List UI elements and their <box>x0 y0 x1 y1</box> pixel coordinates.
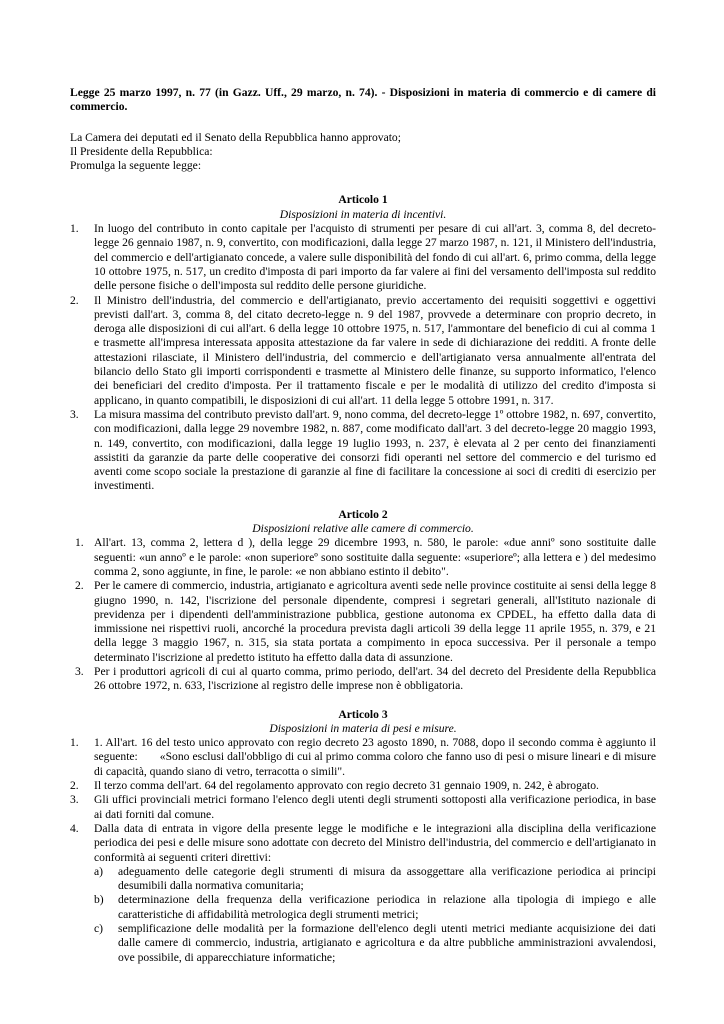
preamble-line: La Camera dei deputati ed il Senato della Repubblica hanno approvato; <box>70 130 401 144</box>
article-subtitle: Disposizioni relative alle camere di commercio. <box>252 522 474 536</box>
criteria-item <box>94 893 656 922</box>
paragraph-text: 1. All'art. 16 del testo unico approvato con regio decreto 23 agosto 1890, n. 7088, dopo il secondo comma è aggiunto il seguente: <box>94 736 656 764</box>
paragraph-number: 2. <box>70 293 79 307</box>
article-3 <box>70 708 656 965</box>
article-heading: Articolo 3 <box>338 707 388 721</box>
paragraph-text: In luogo del contributo in conto capitale per l'acquisto di strumenti per pesare di cui all'art. 3, comma 8, del decreto-legge 26 gennaio 1987, n. 9, convertito, con modificazioni, dalla legge 27 marzo 1987, n. 121, il Ministero dell'industria, del commercio e dell'artigianato concede, a valere sulle disponibilità del fondo di cui all'art. 6, primo comma, della legge 10 ottobre 1975, n. 517, un credito d'imposta di pari importo da far valere ai fini del versamento dell'imposta sul reddito delle persone fisiche o dell'imposta sul reddito delle persone giuridiche. <box>94 222 656 293</box>
paragraph-text: Il terzo comma dell'art. 64 del regolamento approvato con regio decreto 31 gennaio 1909, n. 242, è abrogato. <box>94 779 599 793</box>
paragraph-text: Il Ministro dell'industria, del commercio e dell'artigianato, previo accertamento dei requisiti soggettivi e oggettivi previsti dall'art. 3, comma 8, del citato decreto-legge n. 9 del 1987, provvede a determinare con proprio decreto, in deroga alle disposizioni di cui all'art. 6 della legge 10 ottobre 1975, n. 517, l'ammontare del beneficio di cui al comma 1 e trasmette all'impresa interessata apposita attestazione da far valere in sede di dichiarazione dei redditi. A fronte delle attestazioni rilasciate, il Ministero dell'industria, del commercio e dell'artigianato versa annualmente all'entrata del bilancio dello Stato gli importi corrispondenti e trasmette al Ministero delle finanze, su supporto informatico, l'elenco dei beneficiari del credito d'imposta. Per il trattamento fiscale e per le modalità di utilizzo del credito d'imposta si applicano, in quanto compatibili, le disposizioni di cui all'art. 11 della legge 5 ottobre 1991, n. 317. <box>94 293 656 407</box>
law-title: Legge 25 marzo 1997, n. 77 (in Gazz. Uff., 29 marzo, n. 74). - Disposizioni in materia di commercio e di camere di commercio. <box>70 86 656 114</box>
article-paragraph <box>70 294 656 408</box>
article-paragraph <box>70 222 656 293</box>
paragraph-text: Per i produttori agricoli di cui al quarto comma, primo periodo, dell'art. 34 del decreto del Presidente della Repubblica 26 ottobre 1972, n. 633, l'iscrizione al registro delle imprese non è obbligatoria. <box>94 664 656 693</box>
article-paragraph <box>70 736 656 779</box>
preamble-line: Promulga la seguente legge: <box>70 159 202 173</box>
criteria-text: determinazione della frequenza della verificazione periodica in relazione alla tipologia di impiego e alle caratteristiche di affidabilità metrologica degli strumenti metrici; <box>118 893 656 921</box>
article-paragraph <box>70 822 656 965</box>
paragraph-number: 1. <box>70 736 79 750</box>
paragraph-number: 3. <box>75 664 84 678</box>
article-paragraph <box>70 665 656 694</box>
article-paragraph <box>70 408 656 494</box>
paragraph-number: 4. <box>70 821 79 835</box>
article-subtitle: Disposizioni in materia di pesi e misure. <box>269 721 457 735</box>
paragraph-number: 3. <box>70 407 79 421</box>
paragraph-number: 3. <box>70 793 79 807</box>
paragraph-number: 2. <box>70 779 79 793</box>
article-paragraph <box>70 779 656 793</box>
article-1 <box>70 193 656 493</box>
preamble <box>70 131 656 174</box>
article-paragraph <box>70 536 656 579</box>
paragraph-text: All'art. 13, comma 2, lettera d ), della legge 29 dicembre 1993, n. 580, le parole: «due anniº sono sostituite dalle seguenti: «un annoº e le parole: «non superioreº sono sostituite dalla seguente: «superioreº; alla lettera e ) del medesimo comma 2, sono aggiunte, in fine, le parole: «e non abbiano estinto il debito". <box>94 536 656 578</box>
criteria-text: adeguamento delle categorie degli strumenti di misura da assoggettare alla verificazione periodica ai principi desumibili dalla normativa comunitaria; <box>118 864 656 893</box>
criteria-item <box>94 922 656 965</box>
paragraph-text: Per le camere di commercio, industria, artigianato e agricoltura aventi sede nelle province costituite ai sensi della legge 8 giugno 1990, n. 142, l'iscrizione del personale dipendente, compresi i segretari generali, all'Istituto nazionale di previdenza per i dipendenti dell'amministrazione pubblica, gestione autonoma ex CPDEL, ha effetto dalla data di immissione nei rispettivi ruoli, ancorché la procedura prevista dagli articoli 39 della legge 11 aprile 1955, n. 379, e 21 della legge 3 maggio 1967, n. 315, sia stata portata a compimento in epoca successiva. Per il personale a tempo determinato l'iscrizione al predetto istituto ha effetto dalla data di assunzione. <box>94 579 656 664</box>
article-2 <box>70 508 656 694</box>
article-heading: Articolo 2 <box>338 507 388 521</box>
preamble-line: Il Presidente della Repubblica: <box>70 144 213 158</box>
paragraph-number: 1. <box>70 222 79 236</box>
paragraph-text: Gli uffici provinciali metrici formano l'elenco degli utenti degli strumenti sottoposti alla verificazione periodica, in base ai dati forniti dal comune. <box>94 793 656 821</box>
criteria-item <box>94 865 656 894</box>
article-paragraph <box>70 793 656 822</box>
document-page <box>70 86 656 979</box>
paragraph-text: La misura massima del contributo previsto dall'art. 9, nono comma, del decreto-legge 1º ottobre 1982, n. 697, convertito, con modificazioni, dalla legge 29 novembre 1982, n. 887, come modificato dall'art. 3 del decreto-legge 20 maggio 1993, n. 149, convertito, con modificazioni, dalla legge 19 luglio 1993, n. 237, è elevata al 2 per cento dei finanziamenti assistiti da garanzie da parte delle cooperative dei consorzi fidi operanti nel settore del commercio e del turismo ed aventi come scopo sociale la prestazione di garanzie al fine di facilitare la concessione ai soci di crediti di esercizio per investimenti. <box>94 407 656 493</box>
paragraph-number: 2. <box>75 579 84 593</box>
article-heading: Articolo 1 <box>338 193 388 207</box>
article-paragraph <box>70 579 656 665</box>
paragraph-number: 1. <box>75 536 84 550</box>
quoted-text: «Sono esclusi dall'obbligo di cui al primo comma coloro che fanno uso di pesi o misure lineari e di misure di capacità, quando siano di vetro, terracotta o simili". <box>94 750 656 778</box>
criteria-letter: a) <box>94 864 104 878</box>
criteria-letter: b) <box>94 893 104 907</box>
paragraph-text: Dalla data di entrata in vigore della presente legge le modifiche e le integrazioni alla disciplina della verificazione periodica dei pesi e delle misure sono adottate con decreto del Ministro dell'industria, del commercio e dell'artigianato in conformità ai seguenti criteri direttivi: <box>94 821 656 864</box>
criteria-letter: c) <box>94 922 104 936</box>
criteria-text: semplificazione delle modalità per la formazione dell'elenco degli utenti metrici mediante acquisizione dei dati dalle camere di commercio, industria, artigianato e agricoltura e da altre pubbliche amministrazioni avvalendosi, ove possibile, di apparecchiature informatiche; <box>118 922 656 964</box>
article-subtitle: Disposizioni in materia di incentivi. <box>279 207 447 221</box>
criteria-list <box>94 865 656 965</box>
